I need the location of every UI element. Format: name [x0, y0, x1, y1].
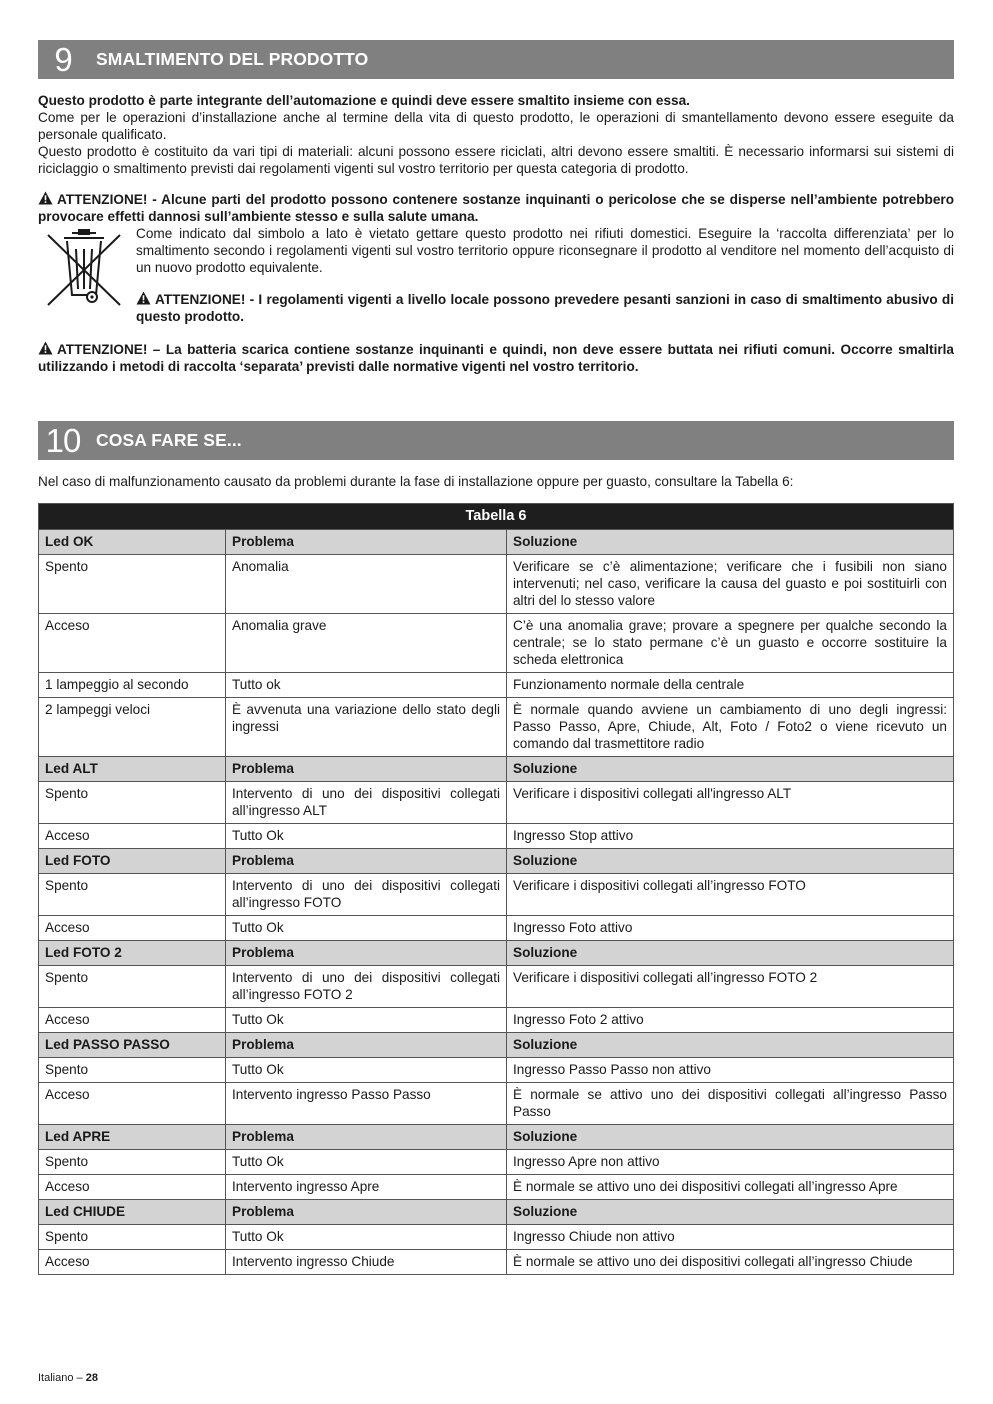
table-header-cell: Soluzione	[507, 530, 954, 555]
warning-triangle-icon	[38, 191, 53, 205]
table-header-cell: Led OK	[39, 530, 226, 555]
table-header-cell: Problema	[226, 1125, 507, 1150]
table-header-cell: Soluzione	[507, 849, 954, 874]
warning-triangle-icon	[38, 341, 53, 355]
table-cell: Acceso	[39, 916, 226, 941]
table-cell: Spento	[39, 874, 226, 916]
section-title: SMALTIMENTO DEL PRODOTTO	[96, 49, 369, 69]
section-10-header	[38, 421, 954, 460]
table-cell: Intervento ingresso Chiude	[226, 1250, 507, 1275]
table-cell: È normale quando avviene un cambiamento di uno degli ingressi: Passo Passo, Apre, Chiude, Alt, Foto / Foto2 o viene ricevuto un comando dal trasmettitore radio	[507, 698, 954, 757]
crossed-out-bin-icon	[40, 229, 128, 309]
table-row	[39, 782, 954, 824]
table-cell: Anomalia grave	[226, 614, 507, 673]
table-cell: Intervento di uno dei dispositivi collegati all’ingresso FOTO	[226, 874, 507, 916]
table-header-row	[39, 1125, 954, 1150]
table-cell: Funzionamento normale della centrale	[507, 673, 954, 698]
table-cell: Acceso	[39, 614, 226, 673]
table-header-row	[39, 849, 954, 874]
table-header-cell: Soluzione	[507, 1200, 954, 1225]
table-cell: 1 lampeggio al secondo	[39, 673, 226, 698]
table-cell: Ingresso Chiude non attivo	[507, 1225, 954, 1250]
table-cell: Acceso	[39, 1250, 226, 1275]
table-header-cell: Problema	[226, 530, 507, 555]
table-row	[39, 673, 954, 698]
table-cell: Tutto Ok	[226, 1225, 507, 1250]
table-cell: È normale se attivo uno dei dispositivi collegati all’ingresso Apre	[507, 1175, 954, 1200]
section-number: 9	[54, 41, 72, 78]
section-number: 10	[45, 422, 81, 459]
warning-triangle-icon	[136, 291, 151, 305]
table-row	[39, 614, 954, 673]
table-cell: Spento	[39, 555, 226, 614]
table-cell: Anomalia	[226, 555, 507, 614]
footer-language: Italiano –	[38, 1372, 86, 1384]
page-footer	[38, 1372, 98, 1384]
table-header-cell: Problema	[226, 1200, 507, 1225]
section-title: COSA FARE SE...	[96, 430, 242, 450]
table-cell: Ingresso Passo Passo non attivo	[507, 1058, 954, 1083]
table-cell: Acceso	[39, 1083, 226, 1125]
table-cell: Intervento ingresso Passo Passo	[226, 1083, 507, 1125]
table-cell: Ingresso Stop attivo	[507, 824, 954, 849]
table-cell: Spento	[39, 1225, 226, 1250]
troubleshooting-table	[38, 503, 954, 1275]
paragraph: Questo prodotto è costituito da vari tipi di materiali: alcuni possono essere riciclati, altri devono essere smaltiti. È necessario informarsi sui sistemi di riciclaggio o smaltimento previsti dai regolamenti vigenti sul vostro territorio per questa categoria di prodotto.	[38, 144, 954, 176]
table-header-row	[39, 530, 954, 555]
warning-paragraph	[136, 291, 954, 325]
table-header-cell: Soluzione	[507, 1033, 954, 1058]
warning-paragraph	[38, 191, 954, 225]
table-row	[39, 874, 954, 916]
table-header-cell: Led CHIUDE	[39, 1200, 226, 1225]
table-cell: Acceso	[39, 1175, 226, 1200]
paragraph: Nel caso di malfunzionamento causato da problemi durante la fase di installazione oppure per guasto, consultare la Tabella 6:	[38, 474, 794, 489]
table-cell: Verificare i dispositivi collegati all’ingresso FOTO 2	[507, 966, 954, 1008]
table-cell: Acceso	[39, 824, 226, 849]
table-cell: Ingresso Foto 2 attivo	[507, 1008, 954, 1033]
table-cell: 2 lampeggi veloci	[39, 698, 226, 757]
table-caption-row	[39, 504, 954, 530]
table-header-cell: Soluzione	[507, 1125, 954, 1150]
table-header-row	[39, 757, 954, 782]
symbol-paragraph: Come indicato dal simbolo a lato è vietato gettare questo prodotto nei rifiuti domestici. Eseguire la ‘raccolta differenziata’ per lo smaltimento secondo i regolamenti vigenti sul vostro territorio oppure riconsegnare il prodotto al venditore nel momento dell’acquisto di un nuovo prodotto equivalente.	[136, 226, 954, 275]
table-header-cell: Problema	[226, 849, 507, 874]
table-header-cell: Led FOTO	[39, 849, 226, 874]
table-header-cell: Led APRE	[39, 1125, 226, 1150]
table-header-row	[39, 1033, 954, 1058]
table-cell: Intervento ingresso Apre	[226, 1175, 507, 1200]
table-cell: C’è una anomalia grave; provare a spegnere per qualche secondo la centrale; se lo stato permane c’è un guasto e occorre sostituire la scheda elettronica	[507, 614, 954, 673]
table-header-cell: Problema	[226, 941, 507, 966]
table-cell: Tutto Ok	[226, 1058, 507, 1083]
table-header-cell: Soluzione	[507, 941, 954, 966]
table-header-cell: Led PASSO PASSO	[39, 1033, 226, 1058]
table-header-row	[39, 1200, 954, 1225]
table-cell: Intervento di uno dei dispositivi collegati all’ingresso ALT	[226, 782, 507, 824]
table-cell: È normale se attivo uno dei dispositivi collegati all’ingresso Passo Passo	[507, 1083, 954, 1125]
table-row	[39, 916, 954, 941]
table-cell: Verificare i dispositivi collegati all'ingresso ALT	[507, 782, 954, 824]
table-cell: Spento	[39, 966, 226, 1008]
table-cell: Verificare se c’è alimentazione; verificare che i fusibili non siano intervenuti; nel caso, verificare la causa del guasto e poi sostituirli con altri del lo stesso valore	[507, 555, 954, 614]
table-cell: Ingresso Foto attivo	[507, 916, 954, 941]
table-row	[39, 1250, 954, 1275]
table-cell: Verificare i dispositivi collegati all’ingresso FOTO	[507, 874, 954, 916]
table-row	[39, 1175, 954, 1200]
table-caption: Tabella 6	[39, 504, 954, 530]
table-header-cell: Problema	[226, 757, 507, 782]
intro-bold: Questo prodotto è parte integrante dell’automazione e quindi deve essere smaltito insieme con essa.	[38, 93, 690, 108]
table-row	[39, 966, 954, 1008]
table-row	[39, 1150, 954, 1175]
warning-paragraph	[38, 341, 954, 375]
table-cell: Tutto Ok	[226, 1008, 507, 1033]
table-row	[39, 1008, 954, 1033]
table-header-cell: Led FOTO 2	[39, 941, 226, 966]
table-row	[39, 1058, 954, 1083]
table-cell: Spento	[39, 1150, 226, 1175]
table-cell: Spento	[39, 782, 226, 824]
table-cell: Acceso	[39, 1008, 226, 1033]
section-9-header	[38, 40, 954, 79]
table-row	[39, 1083, 954, 1125]
table-cell: Ingresso Apre non attivo	[507, 1150, 954, 1175]
table-row	[39, 1225, 954, 1250]
table-cell: È normale se attivo uno dei dispositivi collegati all’ingresso Chiude	[507, 1250, 954, 1275]
table-cell: Intervento di uno dei dispositivi collegati all’ingresso FOTO 2	[226, 966, 507, 1008]
table-row	[39, 555, 954, 614]
table-cell: Spento	[39, 1058, 226, 1083]
table-header-cell: Soluzione	[507, 757, 954, 782]
table-row	[39, 698, 954, 757]
table-cell: È avvenuta una variazione dello stato degli ingressi	[226, 698, 507, 757]
page-number: 28	[85, 1372, 98, 1384]
table-cell: Tutto Ok	[226, 824, 507, 849]
table-header-cell: Led ALT	[39, 757, 226, 782]
warning-text: ATTENZIONE! – La batteria scarica contiene sostanze inquinanti e quindi, non deve essere buttata nei rifiuti comuni. Occorre smaltirla utilizzando i metodi di raccolta ‘separata’ previsti dalle normative vigenti nel vostro territorio.	[38, 342, 954, 374]
paragraph: Come per le operazioni d’installazione anche al termine della vita di questo prodotto, le operazioni di smantellamento devono essere eseguite da personale qualificato.	[38, 110, 954, 142]
table-header-cell: Problema	[226, 1033, 507, 1058]
warning-text: ATTENZIONE! - I regolamenti vigenti a livello locale possono prevedere pesanti sanzioni in caso di smaltimento abusivo di questo prodotto.	[136, 292, 954, 324]
table-header-row	[39, 941, 954, 966]
warning-text: ATTENZIONE! - Alcune parti del prodotto possono contenere sostanze inquinanti o pericolose che se disperse nell’ambiente potrebbero provocare effetti dannosi sull’ambiente stesso e sulla salute umana.	[38, 192, 954, 224]
table-cell: Tutto Ok	[226, 916, 507, 941]
table-cell: Tutto Ok	[226, 1150, 507, 1175]
table-cell: Tutto ok	[226, 673, 507, 698]
table-row	[39, 824, 954, 849]
